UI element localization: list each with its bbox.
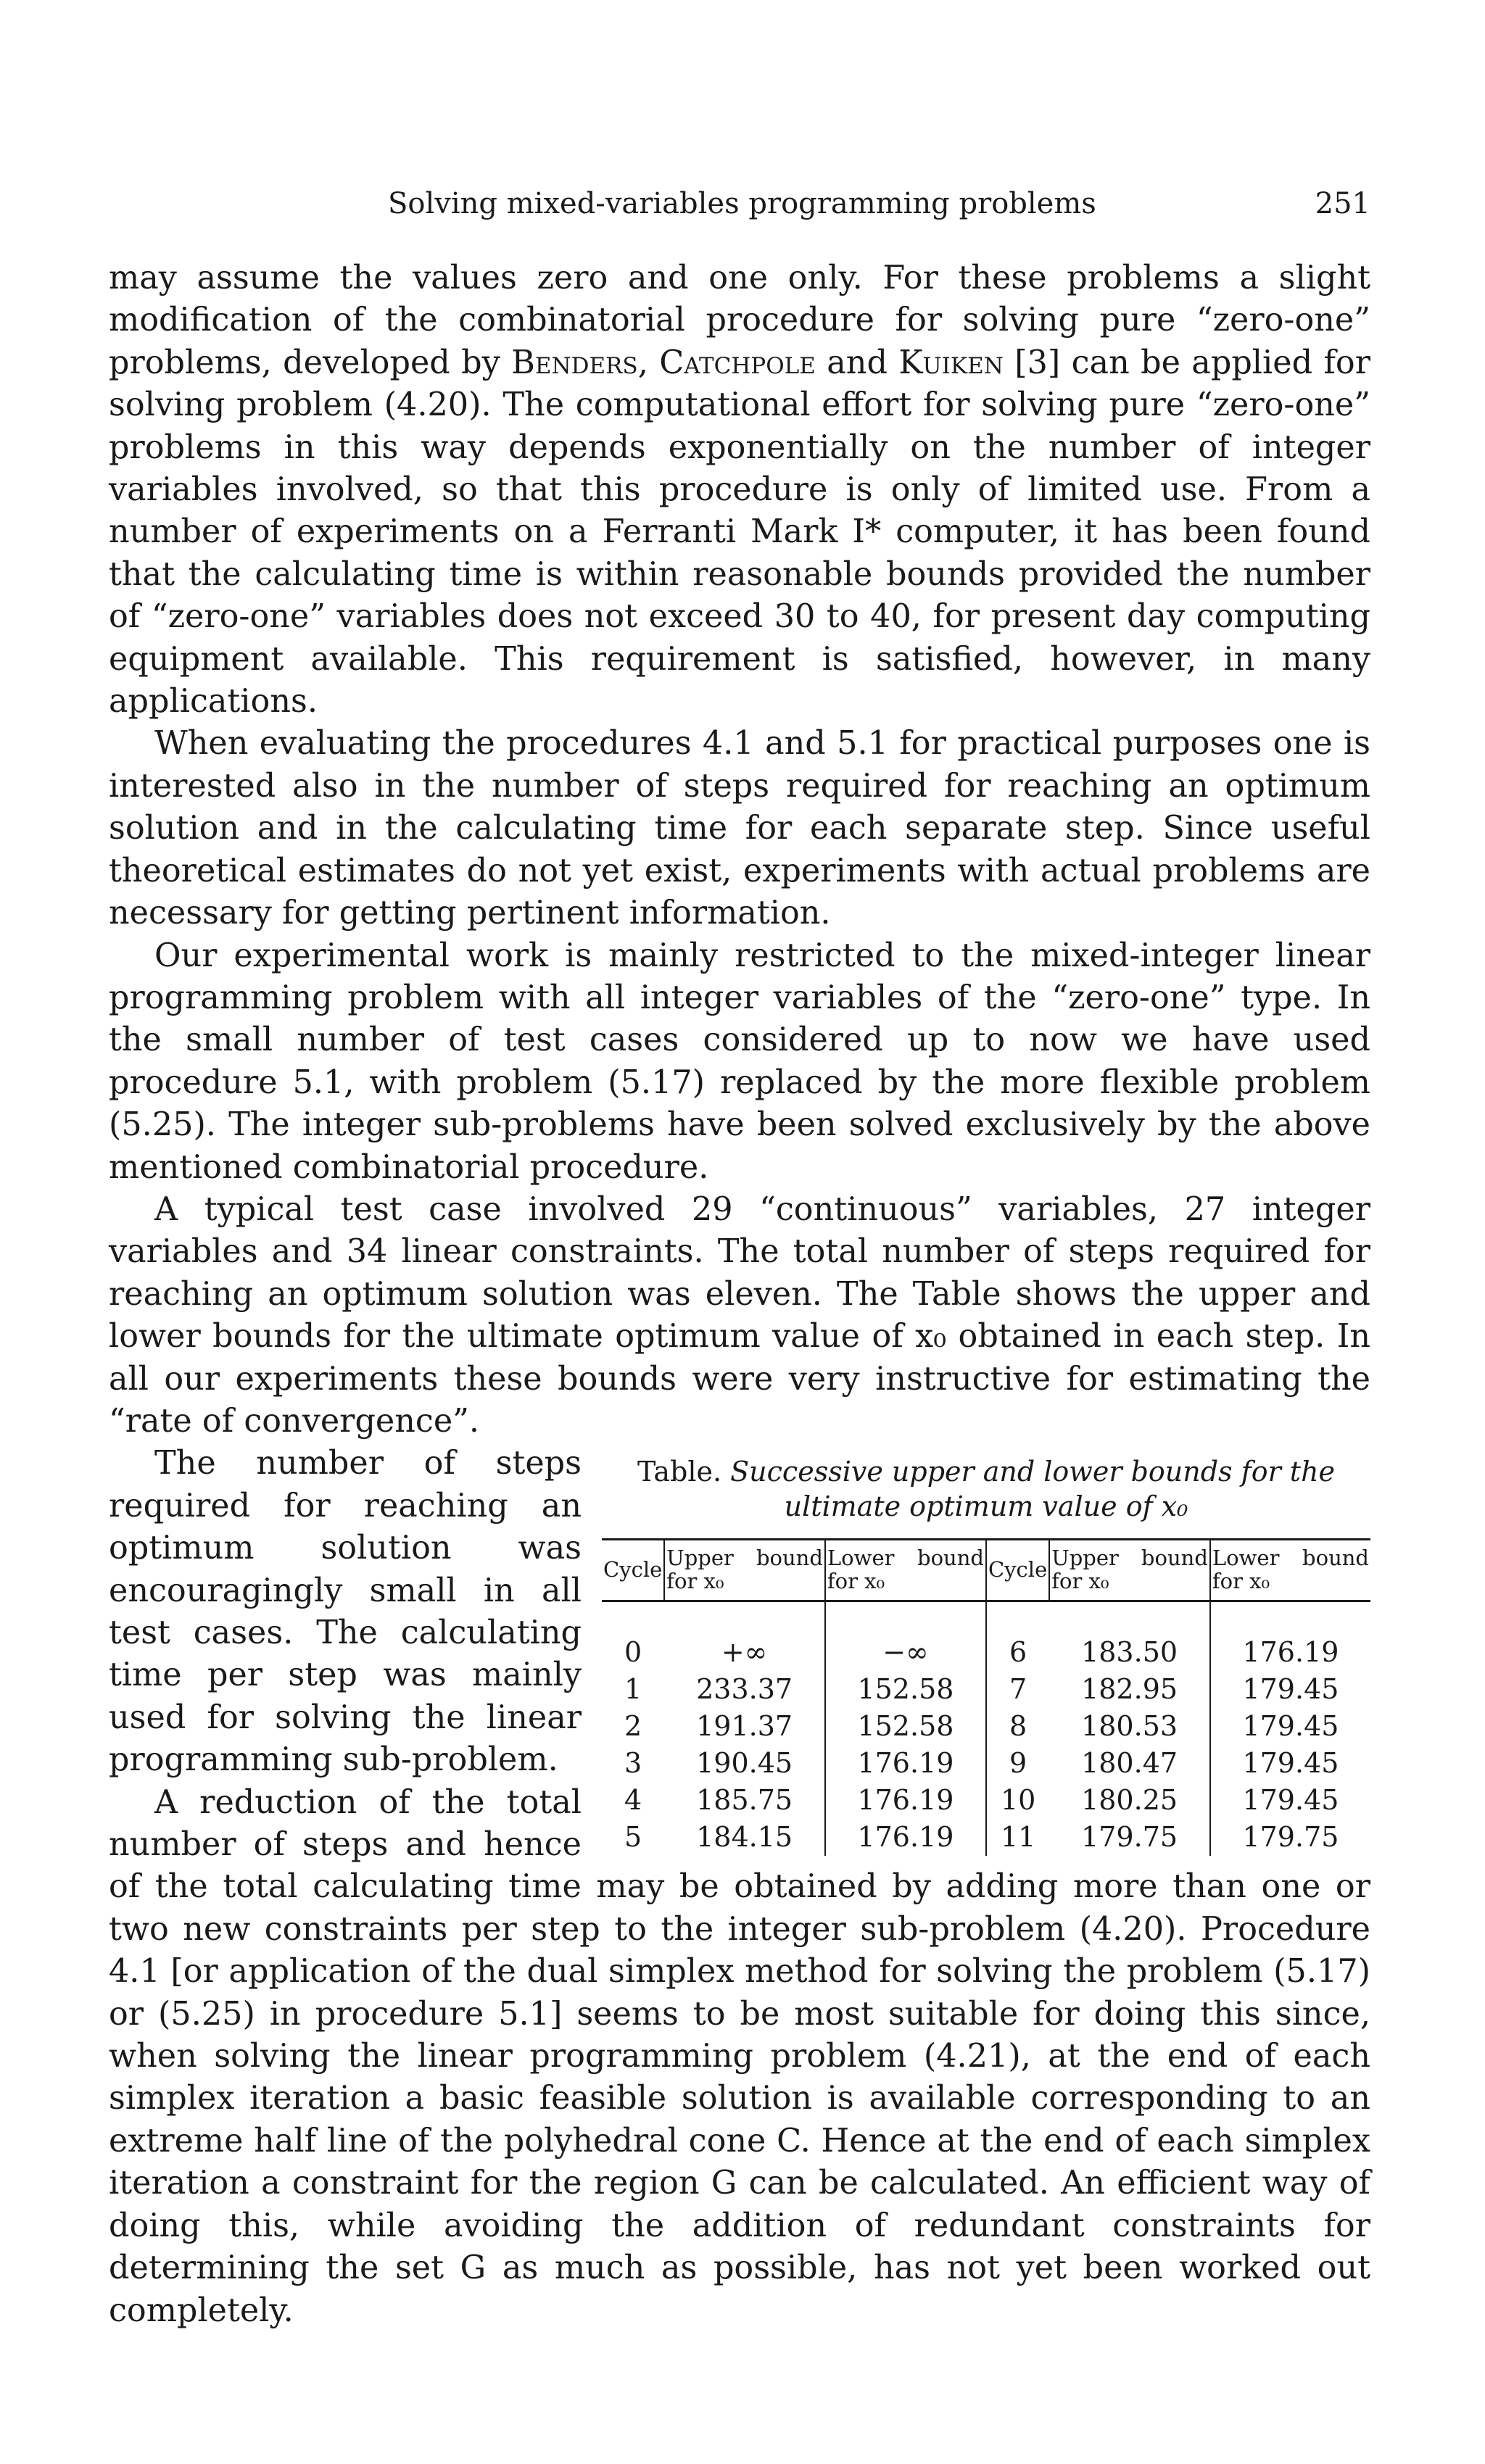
- table-cell: 233.37: [664, 1671, 825, 1708]
- table-cell: 3: [624, 1747, 642, 1780]
- paragraph-2: When evaluating the procedures 4.1 and 5.1 for practical purposes one is interested also in the number of steps required for reaching an optimum solution and in the calculating time for each separate step. Since useful theoretical estimates do not yet exist, experiments with actual problems are necessary for getting pertinent information.: [109, 725, 1370, 932]
- table-cell: 180.47: [1049, 1745, 1210, 1782]
- table-cell: 183.50: [1049, 1601, 1210, 1672]
- table-cell: 2: [624, 1710, 642, 1743]
- body-text: [109, 257, 1370, 2332]
- table-cell: 7: [1009, 1673, 1027, 1706]
- paragraph-1: may assume the values zero and one only. For these problems a slight modification of the combinatorial procedure for solving pure “zero-one” problems, developed by Benders, Catchpole and Kuiken [3] can be applied for solving problem (4.20). The computational effort for solving pure “zero-one” problems in this way depends exponentially on the number of integer variables involved, so that this procedure is only of limited use. From a number of experiments on a Ferranti Mark I* computer, it has been found that the calculating time is within reasonable bounds provided the number of “zero-one” variables does not exceed 30 to 40, for present day computing equipment available. This requirement is satisfied, however, in many applications.: [109, 260, 1370, 721]
- table-cell: 190.45: [664, 1745, 825, 1782]
- table-header-cell: Cycle: [602, 1540, 664, 1601]
- table-cell: 184.15: [664, 1819, 825, 1856]
- table-cell: 176.19: [1242, 1636, 1339, 1669]
- table-cell: +∞: [664, 1601, 825, 1672]
- table-cell: 180.25: [1049, 1782, 1210, 1819]
- table-cell: 0: [624, 1636, 642, 1669]
- table-cell: 182.95: [1049, 1671, 1210, 1708]
- table-cell: 1: [624, 1673, 642, 1706]
- table-row: [602, 1708, 1370, 1745]
- paragraph-6: A reduction of the total number of steps and hence of the total calculating time may be obtained by adding more than one or two new constraints per step to the integer sub-problem (4.20). Procedure 4.1 [or application of the dual simplex method for solving the problem (5.17) or (5.25) in procedure 5.1] seems to be most suitable for doing this since, when solving the linear programming problem (4.21), at the end of each simplex iteration a basic feasible solution is available corresponding to an extreme half line of the polyhedral cone C. Hence at the end of each simplex iteration a constraint for the region G can be calculated. An efficient way of doing this, while avoiding the addition of redundant constraints for determining the set G as much as possible, has not yet been worked out completely.: [109, 1783, 1370, 2329]
- table-header-cell: Cycle: [986, 1540, 1049, 1601]
- author-name: Kuiken: [898, 344, 1004, 381]
- table-cell: 9: [1009, 1747, 1027, 1780]
- table-header-cell: Lower bound for x₀: [825, 1540, 986, 1601]
- table-cell: −∞: [825, 1601, 986, 1672]
- table-row: [602, 1819, 1370, 1856]
- table-header-cell: Lower bound for x₀: [1210, 1540, 1370, 1601]
- table-cell: 6: [1009, 1636, 1027, 1669]
- author-name: Catchpole: [659, 344, 816, 381]
- table-caption-text: Successive upper and lower bounds for the ultimate optimum value of x₀: [730, 1456, 1336, 1523]
- table-row: [602, 1671, 1370, 1708]
- table-cell: 8: [1009, 1710, 1027, 1743]
- table-cell: 179.45: [1242, 1673, 1339, 1706]
- table-cell: 4: [624, 1784, 642, 1817]
- table-cell: 176.19: [825, 1782, 986, 1819]
- table-cell: 152.58: [825, 1671, 986, 1708]
- table-cell: 179.75: [1049, 1819, 1210, 1856]
- bounds-table: [602, 1538, 1370, 1856]
- running-title: Solving mixed-variables programming problems: [388, 187, 1096, 220]
- paragraph-5: The number of steps required for reaching an optimum solution was encouragingly small in all test cases. The calculating time per step was mainly used for solving the linear programming sub-problem.: [109, 1445, 582, 1779]
- page-number: 251: [1315, 187, 1370, 220]
- table-header-cell: Upper bound for x₀: [664, 1540, 825, 1601]
- table-cell: 5: [624, 1821, 642, 1854]
- table-cell: 176.19: [825, 1745, 986, 1782]
- table-header-cell: Upper bound for x₀: [1049, 1540, 1210, 1601]
- table-caption: [602, 1454, 1370, 1524]
- table-cell: 10: [1000, 1784, 1036, 1817]
- table-row: [602, 1745, 1370, 1782]
- running-header: [109, 187, 1370, 231]
- table-cell: 179.75: [1242, 1821, 1339, 1854]
- table-row: [602, 1601, 1370, 1672]
- table-caption-label: Table.: [637, 1456, 722, 1488]
- table-cell: 179.45: [1242, 1747, 1339, 1780]
- table-cell: 179.45: [1242, 1710, 1339, 1743]
- table-header-row: [602, 1540, 1370, 1601]
- table-cell: 191.37: [664, 1708, 825, 1745]
- table-cell: 11: [1000, 1821, 1036, 1854]
- paragraph-3: Our experimental work is mainly restricted to the mixed-integer linear programming problem with all integer variables of the “zero-one” type. In the small number of test cases considered up to now we have used procedure 5.1, with problem (5.17) replaced by the more flexible problem (5.25). The integer sub-problems have been solved exclusively by the above mentioned combinatorial procedure.: [109, 937, 1370, 1186]
- table-float: [602, 1454, 1370, 1856]
- table-cell: 179.45: [1242, 1784, 1339, 1817]
- table-cell: 185.75: [664, 1782, 825, 1819]
- author-name: Benders: [511, 344, 638, 381]
- table-cell: 180.53: [1049, 1708, 1210, 1745]
- paragraph-4: A typical test case involved 29 “continuous” variables, 27 integer variables and 34 linear constraints. The total number of steps required for reaching an optimum solution was eleven. The Table shows the upper and lower bounds for the ultimate optimum value of x₀ obtained in each step. In all our experiments these bounds were very instructive for estimating the “rate of convergence”.: [109, 1190, 1370, 1440]
- table-row: [602, 1782, 1370, 1819]
- table-cell: 152.58: [825, 1708, 986, 1745]
- table-cell: 176.19: [825, 1819, 986, 1856]
